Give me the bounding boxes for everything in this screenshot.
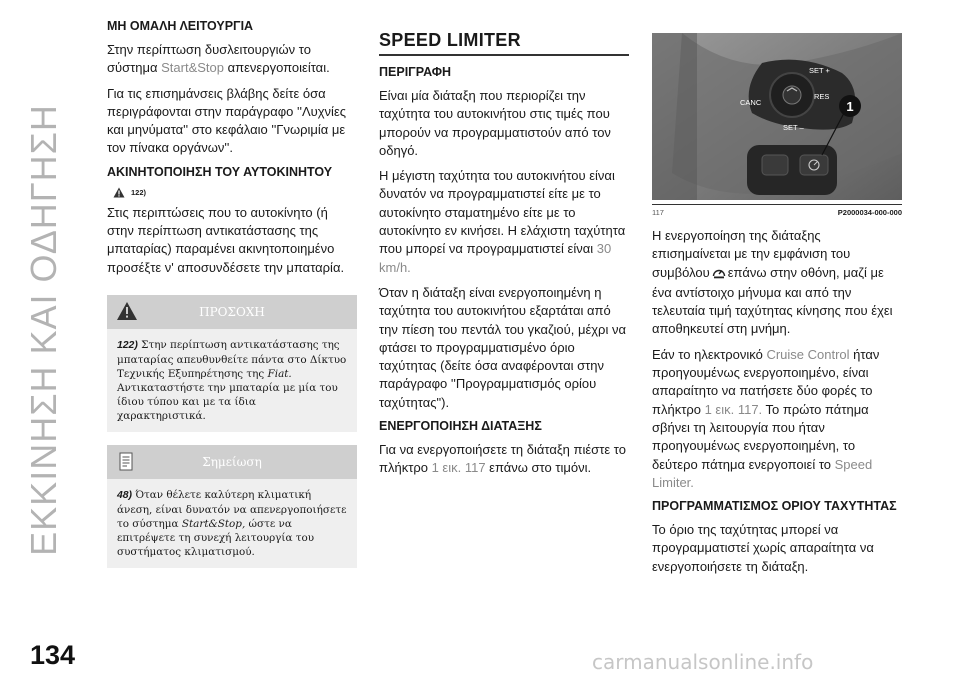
speed-limiter-icon (712, 266, 726, 284)
text: Η ενεργοποίηση της διάταξης επισημαίνεται με την εμφάνιση του συμβόλου (652, 228, 851, 280)
canc-label: CANC (740, 98, 762, 107)
heading-programming: ΠΡΟΓΡΑΜΜΑΤΙΣΜΟΣ ΟΡΙΟΥ ΤΑΧΥΤΗΤΑΣ (652, 499, 897, 514)
text: Αντικαταστήστε την μπαταρία με μία του ίδιου τύπου και με τα ίδια χαρακτηριστικά. (117, 381, 338, 422)
note-box-header (107, 445, 357, 479)
callout-number: 1 (846, 99, 854, 114)
set-plus-label: SET + (809, 66, 830, 75)
text: ώστε να επιτρέψετε τη συνεχή λειτουργία του συστήματος κλιματισμού. (117, 517, 315, 558)
start-stop-term: Start&Stop (161, 60, 225, 76)
text: Η μέγιστη ταχύτητα του αυτοκινήτου είναι δυνατόν να προγραμματιστεί είτε με το αυτοκίνητο σταματημένο είτε με το αυτοκίνητο εν κινήσει. Η ελάχιστη ταχύτητα που μπορεί να προγραμματιστεί είναι (379, 168, 626, 257)
warning-box-body (107, 329, 357, 432)
paragraph-activation (379, 441, 629, 478)
paragraph-accelerator: Όταν η διάταξη είναι ενεργοποιημένη η ταχύτητα του αυτοκινήτου εξαρτάται από την πίεση του πεντάλ του γκαζιού, μέχρι να φτάσει το προγραμματισμένο όριο ταχύτητας (δείτε όσα αναφέρονται στην παράγραφο ''Προγραμματισμός ορίου ταχύτητας"). (379, 284, 626, 410)
figure-reference: 1 εικ. 117 (431, 460, 486, 476)
cruise-control-term: Cruise Control (766, 346, 850, 362)
warning-number: 122) (117, 339, 138, 351)
heading-abnormal-operation: ΜΗ ΟΜΑΛΗ ΛΕΙΤΟΥΡΓΙΑ (107, 19, 254, 33)
warning-box-header (107, 295, 357, 329)
note-box-body (107, 479, 357, 568)
text: Στην περίπτωση δυσλειτουργιών το σύστημα (107, 42, 311, 76)
paragraph-max-speed (379, 167, 629, 277)
text: επάνω στην οθόνη, μαζί με ένα αντίστοιχο μήνυμα και από την τελευταία τιμή ταχύτητας κίνησης που έχει αποθηκευτεί στη μνήμη. (652, 264, 893, 337)
section-title-speed-limiter: SPEED LIMITER (379, 30, 629, 56)
text: απενεργοποιείται. (224, 60, 330, 76)
speed-limiter-term: Speed Limiter. (652, 456, 873, 490)
note-title: Σημείωση (202, 454, 262, 469)
paragraph-programming: Το όριο της ταχύτητας μπορεί να προγραμματιστεί χωρίς απαραίτητα να ενεργοποιήσετε τη διάταξη. (652, 522, 874, 574)
text: Το πρώτο πάτημα σβήνει τη λειτουργία που ήταν προηγουμένως ενεργοποιημένη, το δεύτερο πάτημα ενεργοποιεί το (652, 401, 869, 472)
page-number: 134 (30, 640, 76, 670)
figure-reference: 1 εικ. 117. (704, 401, 763, 417)
figure-rule (652, 204, 902, 205)
reference-number: 122) (131, 187, 147, 197)
warning-title: ΠΡΟΣΟΧΗ (199, 304, 265, 319)
paragraph-battery: Στις περιπτώσεις που το αυτοκίνητο (ή στην περίπτωση αντικατάστασης της μπαταρίας) παραμένει ακινητοποιημένο προσέξτε ν' αποσυνδέσετε την μπαταρία. (107, 204, 345, 275)
text: Στην περίπτωση αντικατάστασης της μπαταρίας απευθυνθείτε πάντα στο Δίκτυο Τεχνικής Εξυπηρέτησης της (117, 338, 347, 380)
figure-caption (652, 208, 902, 217)
heading-activation: ΕΝΕΡΓΟΠΟΙΗΣΗ ΔΙΑΤΑΞΗΣ (379, 419, 542, 434)
column-middle (379, 30, 629, 485)
text: Όταν θέλετε καλύτερη κλιματική άνεση, είναι δυνατόν να απενεργοποιήσετε το σύστημα (117, 488, 347, 530)
heading-description: ΠΕΡΙΓΡΑΦΗ (379, 65, 452, 79)
paragraph-failure-signals: Για τις επισημάνσεις βλάβης δείτε όσα περιγράφονται στην παράγραφο ''Λυχνίες και μηνύματα'' στο κεφάλαιο ''Γνωριμία με τον πίνακα οργάνων''. (107, 85, 347, 156)
text: ήταν προηγουμένως ενεργοποιημένο, είναι απαραίτητο να πατήσετε δύο φορές το πλήκτρο (652, 346, 880, 417)
res-label: RES (814, 92, 830, 101)
warning-triangle-icon (113, 187, 125, 198)
paragraph-malfunction (107, 41, 357, 78)
steering-wheel-figure (652, 33, 902, 200)
set-minus-label: SET – (783, 123, 804, 132)
note-number: 48) (117, 489, 133, 501)
paragraph-description: Είναι μία διάταξη που περιορίζει την ταχύτητα του αυτοκινήτου στις τιμές που μπορούν να προγραμματιστούν από τον οδηγό. (379, 88, 611, 158)
warning-reference (113, 187, 357, 198)
figure-number: 117 (652, 208, 664, 217)
brand-name: Fiat. (267, 367, 292, 380)
text: Για να ενεργοποιήσετε τη διάταξη πιέστε το πλήκτρο (379, 442, 626, 476)
column-left (107, 19, 357, 575)
start-stop-term: Start&Stop, (181, 517, 246, 530)
chapter-side-tab (0, 0, 80, 678)
column-right (652, 33, 902, 583)
text: Εάν το ηλεκτρονικό (652, 346, 767, 362)
chapter-title: ΕΚΚΙΝΗΣΗ ΚΑΙ ΟΔΗΓΗΣΗ (23, 104, 64, 556)
note-icon (116, 452, 136, 477)
paragraph-cruise-control (652, 346, 902, 492)
figure-code: P2000034-000-000 (837, 208, 902, 217)
paragraph-activation-signal (652, 227, 902, 339)
warning-triangle-icon (116, 301, 138, 326)
text: επάνω στο τιμόνι. (485, 460, 592, 476)
watermark: carmanualsonline.info (592, 650, 814, 674)
min-speed-value: 30 km/h. (379, 241, 612, 275)
heading-vehicle-immobilization: ΑΚΙΝΗΤΟΠΟΙΗΣΗ ΤΟΥ ΑΥΤΟΚΙΝΗΤΟΥ (107, 164, 333, 179)
